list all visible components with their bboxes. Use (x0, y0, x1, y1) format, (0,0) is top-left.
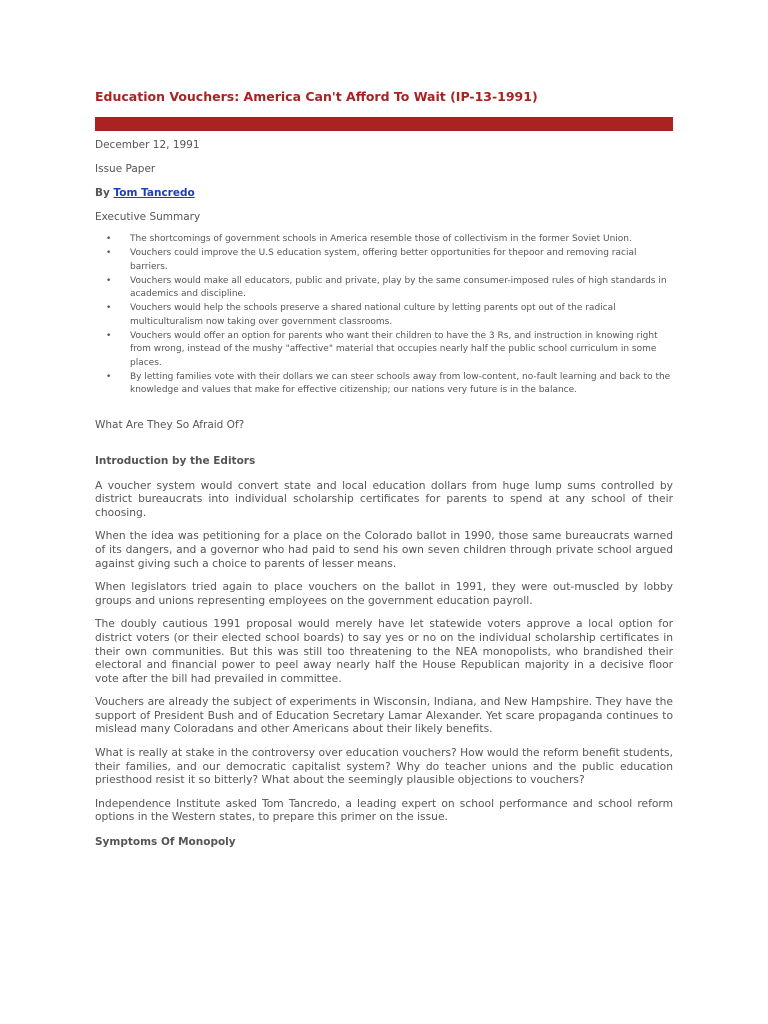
list-item (106, 371, 673, 398)
bullet-icon: • (106, 234, 112, 244)
by-label: By (95, 187, 110, 199)
list-item (106, 302, 673, 329)
list-item-text: Vouchers could improve the U.S education system, offering better opportunities for thepoor and removing racial barriers. (130, 247, 637, 272)
author-link[interactable]: Tom Tancredo (113, 187, 195, 199)
title-divider-bar (95, 117, 673, 131)
document-title: Education Vouchers: America Can't Afford To Wait (IP-13-1991) (95, 89, 538, 104)
document-date: December 12, 1991 (95, 139, 200, 151)
list-item-text: Vouchers would offer an option for parents who want their children to have the 3 Rs, and instruction in knowing right from wrong, instead of the mushy "affective" material that occupies nearly half the public school curriculum in some places. (130, 330, 658, 368)
list-item (106, 330, 673, 371)
summary-heading: Executive Summary (95, 211, 201, 223)
list-item-text: Vouchers would make all educators, public and private, play by the same consumer-imposed rules of high standards in academics and discipline. (130, 275, 667, 300)
list-item (106, 233, 673, 247)
document-page (95, 88, 673, 860)
summary-list (95, 233, 673, 398)
paragraph: The doubly cautious 1991 proposal would merely have let statewide voters approve a local option for district voters (or their elected school boards) to say yes or no on the individual scholarship certificates in their own communities. But this was still too threatening to the NEA monopolists, who brandished their electoral and financial power to peel away nearly half the House Republican majority in a decisive floor vote after the bill had prevailed in committee. (95, 617, 673, 685)
document-type: Issue Paper (95, 163, 156, 175)
intro-heading: Introduction by the Editors (95, 455, 256, 468)
byline (95, 186, 673, 200)
paragraph: Vouchers are already the subject of experiments in Wisconsin, Indiana, and New Hampshire. They have the support of President Bush and of Education Secretary Lamar Alexander. Yet scare propaganda continues to mislead many Coloradans and other Americans about their likely benefits. (95, 695, 673, 736)
paragraph: When the idea was petitioning for a place on the Colorado ballot in 1990, those same bureaucrats warned of its dangers, and a governor who had paid to send his own seven children through private school argued against giving such a choice to parents of lesser means. (95, 529, 673, 570)
bullet-icon: • (106, 330, 112, 341)
list-item (106, 275, 673, 302)
bullet-icon: • (106, 303, 112, 314)
bullet-icon: • (106, 371, 112, 382)
bullet-icon: • (106, 275, 112, 286)
paragraph: A voucher system would convert state and local education dollars from huge lump sums controlled by district bureaucrats into individual scholarship certificates for parents to spend at any school of their choosing. (95, 478, 673, 519)
paragraph: What is really at stake in the controversy over education vouchers? How would the reform benefit students, their families, and our democratic capitalist system? Why do teacher unions and the public education priesthood resist it so bitterly? What about the seemingly plausible objections to vouchers? (95, 746, 673, 787)
bullet-icon: • (106, 247, 112, 258)
symptoms-heading: Symptoms Of Monopoly (95, 836, 236, 849)
list-item-text: The shortcomings of government schools in America resemble those of collectivism in the former Soviet Union. (130, 234, 632, 244)
paragraph: Independence Institute asked Tom Tancredo, a leading expert on school performance and school reform options in the Western states, to prepare this primer on the issue. (95, 796, 673, 824)
list-item-text: Vouchers would help the schools preserve a shared national culture by letting parents opt out of the radical multiculturalism now taking over government classrooms. (130, 303, 616, 327)
afraid-heading: What Are They So Afraid Of? (95, 419, 245, 432)
list-item (106, 247, 673, 274)
paragraph: When legislators tried again to place vouchers on the ballot in 1991, they were out-muscled by lobby groups and unions representing employees on the government education payroll. (95, 580, 673, 607)
list-item-text: By letting families vote with their dollars we can steer schools away from low-content, no-fault learning and back to the knowledge and values that make for effective citizenship; our nations very future is in the balance. (130, 371, 671, 396)
